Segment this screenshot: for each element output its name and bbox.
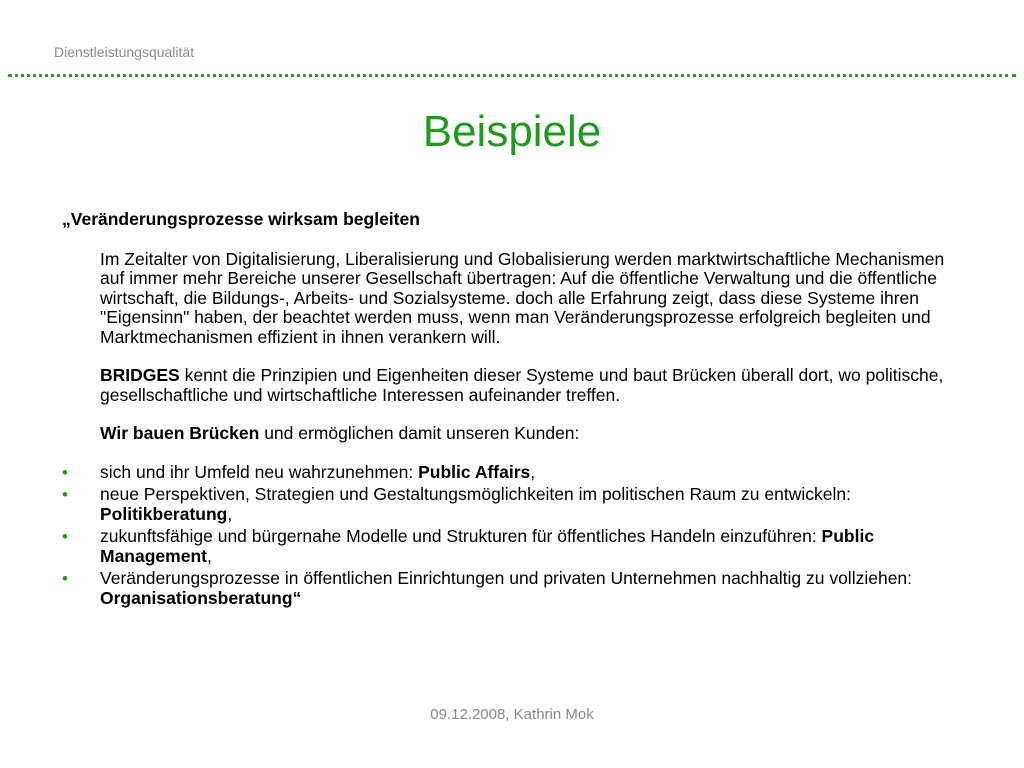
bullet-icon: • <box>62 569 68 588</box>
slide-title: Beispiele <box>422 107 602 156</box>
list-item-text: zukunftsfähige und bürgernahe Modelle und Strukturen für öffentliches Handeln einzuführen: <box>100 526 822 546</box>
bruecken-bold: Wir bauen Brücken <box>100 423 260 443</box>
list-item-bold: Politikberatung <box>100 503 228 524</box>
list-item-bold: Public Management <box>100 526 875 566</box>
bruecken-text: und ermöglichen damit unseren Kunden: <box>259 423 580 443</box>
bridges-text: kennt die Prinzipien und Eigenheiten dieser Systeme und baut Brücken überall dort, wo politische, gesellschaftliche und wirtschaftliche Interessen aufeinander treffen. <box>100 365 944 405</box>
bullet-list <box>62 463 962 609</box>
bullet-icon: • <box>62 462 68 482</box>
header-label: Dienstleistungsqualität <box>54 44 195 60</box>
paragraph-bridges <box>100 366 960 405</box>
bullet-icon: • <box>62 527 68 546</box>
list-item-text: sich und ihr Umfeld neu wahrzunehmen: <box>100 461 419 482</box>
indented-block <box>100 250 960 444</box>
slide-content <box>62 210 962 611</box>
list-item-after: , <box>530 461 536 482</box>
bullet-icon: • <box>62 485 68 504</box>
list-item-bold: Public Affairs <box>418 461 531 482</box>
list-item-bold: Organisationsberatung“ <box>100 587 302 608</box>
list-item <box>62 527 962 566</box>
list-item <box>62 485 962 524</box>
list-item-after: , <box>206 545 212 566</box>
list-item-after: , <box>227 503 233 524</box>
list-item <box>62 569 962 608</box>
paragraph-intro: Im Zeitalter von Digitalisierung, Liberalisierung und Globalisierung werden marktwirtschaftliche Mechanismen auf immer mehr Bereiche unserer Gesellschaft übertragen: Auf die öffentliche Verwaltung und die öffentliche wirtschaft, die Bildungs-, Arbeits- und Sozialsysteme. doch alle Erfahrung zeigt, dass diese Systeme ihren "Eigensinn" haben, der beachtet werden muss, wenn man Veränderungsprozesse erfolgreich begleiten und Marktmechanismen effizient in ihnen verankern will. <box>100 248 945 347</box>
subheading: „Veränderungsprozesse wirksam begleiten <box>62 209 420 229</box>
paragraph-bruecken <box>100 424 960 444</box>
footer-date-author: 09.12.2008, Kathrin Mok <box>430 706 594 723</box>
dotted-divider <box>8 74 1016 77</box>
list-item <box>62 463 962 483</box>
bridges-bold: BRIDGES <box>100 365 180 385</box>
list-item-text: Veränderungsprozesse in öffentlichen Einrichtungen und privaten Unternehmen nachhaltig zu vollziehen: <box>100 568 913 588</box>
list-item-text: neue Perspektiven, Strategien und Gestaltungsmöglichkeiten im politischen Raum zu entwickeln: <box>100 484 851 504</box>
